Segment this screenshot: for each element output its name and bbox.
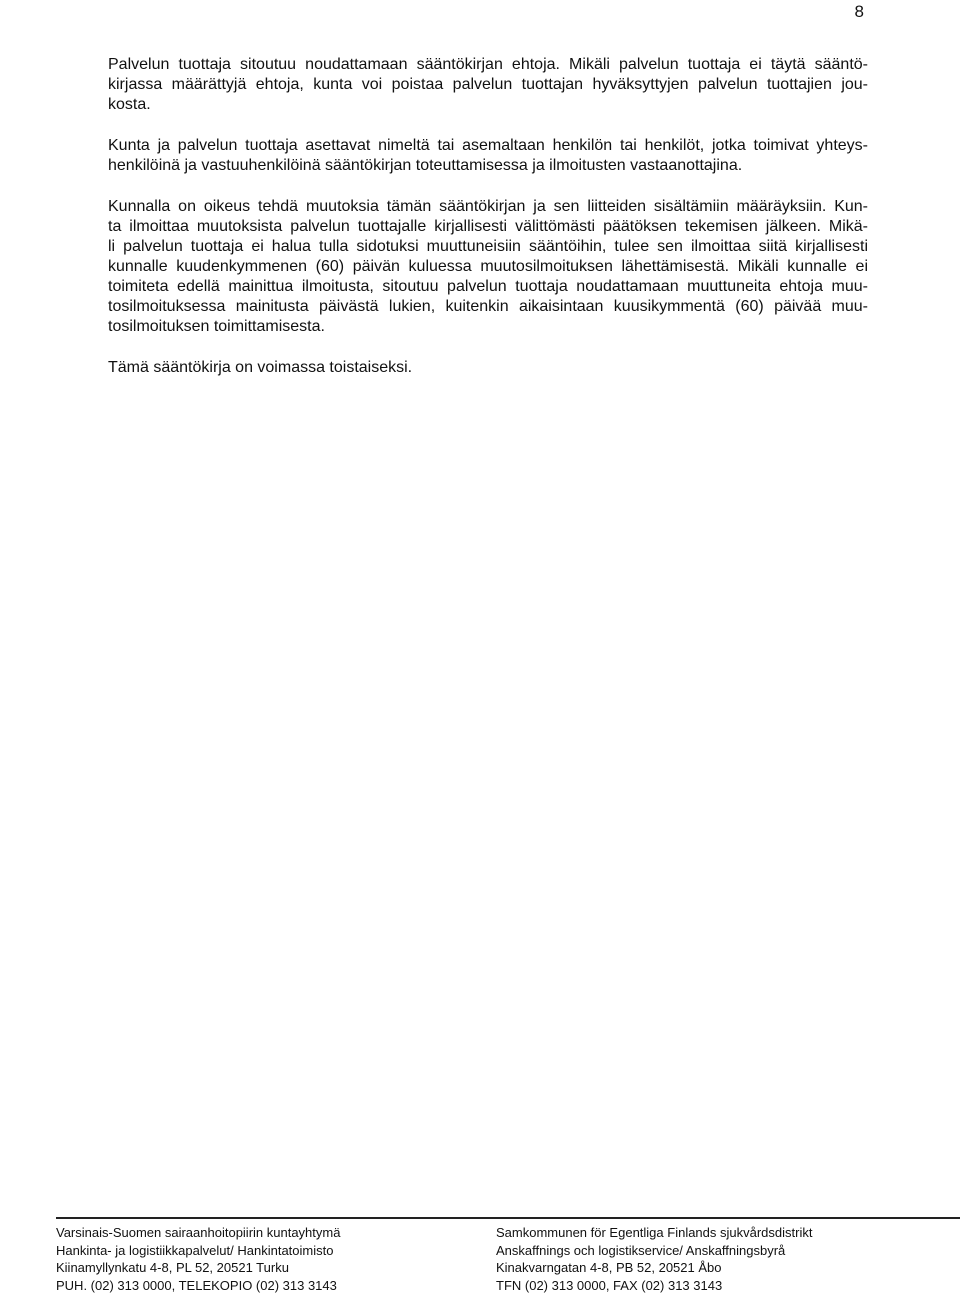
text-line: kosta. — [108, 95, 868, 115]
text-line: ta ilmoittaa muutoksista palvelun tuottajalle kirjallisesti välittömästi päätöksen tekemisen jälkeen. Mikä- — [108, 217, 868, 237]
text-line: kunnalle kuudenkymmenen (60) päivän kuluessa muutosilmoituksen lähettämisestä. Mikäli kunnalle ei — [108, 257, 868, 277]
footer-finnish-address — [56, 1224, 340, 1294]
text-line: li palvelun tuottaja ei halua tulla sidotuksi muuttuneisiin sääntöihin, tulee sen ilmoittaa siitä kirjallisesti — [108, 237, 868, 257]
paragraph-provider-obligation — [108, 55, 868, 115]
paragraph-validity — [108, 358, 868, 378]
text-line: tosilmoituksessa mainitusta päivästä lukien, kuitenkin aikaisintaan kuusikymmentä (60) päivää muu- — [108, 297, 868, 317]
text-line: henkilöinä ja vastuuhenkilöinä sääntökirjan toteuttamisessa ja ilmoitusten vastaanottajina. — [108, 156, 868, 176]
text-line: Tämä sääntökirja on voimassa toistaiseksi. — [108, 358, 868, 378]
footer-line: Hankinta- ja logistiikkapalvelut/ Hankintatoimisto — [56, 1242, 340, 1260]
text-line: toimiteta edellä mainittua ilmoitusta, sitoutuu palvelun tuottaja noudattamaan muuttuneita ehtoja muu- — [108, 277, 868, 297]
paragraph-amendments — [108, 197, 868, 337]
text-line: Palvelun tuottaja sitoutuu noudattamaan sääntökirjan ehtoja. Mikäli palvelun tuottaja ei täytä sääntö- — [108, 55, 868, 75]
footer-line: Kiinamyllynkatu 4-8, PL 52, 20521 Turku — [56, 1259, 340, 1277]
text-line: tosilmoituksen toimittamisesta. — [108, 317, 868, 337]
footer-line: TFN (02) 313 0000, FAX (02) 313 3143 — [496, 1277, 812, 1294]
paragraph-contact-persons — [108, 136, 868, 176]
text-line: Kunnalla on oikeus tehdä muutoksia tämän sääntökirjan ja sen liitteiden sisältämiin määräyksiin. Kun- — [108, 197, 868, 217]
footer-line: Varsinais-Suomen sairaanhoitopiirin kuntayhtymä — [56, 1224, 340, 1242]
footer-divider — [56, 1217, 960, 1219]
body-text — [108, 55, 868, 399]
footer-line: Kinakvarngatan 4-8, PB 52, 20521 Åbo — [496, 1259, 812, 1277]
page-number: 8 — [855, 2, 864, 22]
text-line: Kunta ja palvelun tuottaja asettavat nimeltä tai asemaltaan henkilön tai henkilöt, jotka toimivat yhteys- — [108, 136, 868, 156]
footer-line: Samkommunen för Egentliga Finlands sjukvårdsdistrikt — [496, 1224, 812, 1242]
footer-swedish-address — [496, 1224, 812, 1294]
footer-line: Anskaffnings och logistikservice/ Anskaffningsbyrå — [496, 1242, 812, 1260]
footer-line: PUH. (02) 313 0000, TELEKOPIO (02) 313 3143 — [56, 1277, 340, 1294]
text-line: kirjassa määrättyjä ehtoja, kunta voi poistaa palvelun tuottajan hyväksyttyjen palvelun tuottajien jou- — [108, 75, 868, 95]
